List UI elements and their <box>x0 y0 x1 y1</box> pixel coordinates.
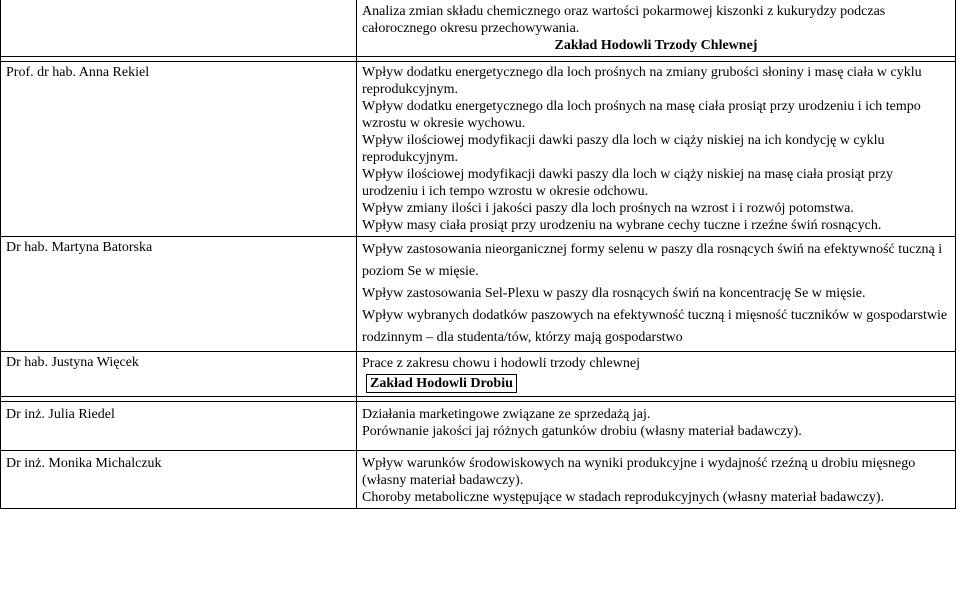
supervisor-name: Dr hab. Justyna Więcek <box>1 352 357 397</box>
topic: Wpływ zastosowania Sel-Plexu w paszy dla rosnących świń na koncentrację Se w mięsie. <box>362 286 866 301</box>
topics-cell <box>357 62 956 237</box>
topics-cell <box>357 0 956 57</box>
topics-cell <box>357 451 956 509</box>
topic: Wpływ dodatku energetycznego dla loch prośnych na zmiany grubości słoniny i masę ciała w cyklu reprodukcyjnym. <box>362 65 922 97</box>
topic: Wpływ zmiany ilości i jakości paszy dla loch prośnych na wzrost i i rozwój potomstwa. <box>362 201 854 216</box>
topic: Wpływ dodatku energetycznego dla loch prośnych na masę ciała prosiąt przy urodzeniu i ich tempo wzrostu w okresie wychowu. <box>362 99 921 131</box>
table-row <box>1 62 956 237</box>
topic: Prace z zakresu chowu i hodowli trzody chlewnej <box>362 356 640 371</box>
supervisor-name: Dr inż. Julia Riedel <box>1 402 357 451</box>
table-row <box>1 402 956 451</box>
topic: Analiza zmian składu chemicznego oraz wartości pokarmowej kiszonki z kukurydzy podczas całorocznego okresu przechowywania. <box>362 4 886 36</box>
topic: Choroby metaboliczne występujące w stadach reprodukcyjnych (własny materiał badawczy). <box>362 490 885 505</box>
topic: Wpływ ilościowej modyfikacji dawki paszy dla loch w ciąży niskiej na ich kondycję w cyklu reprodukcyjnym. <box>362 133 885 165</box>
topic: Wpływ ilościowej modyfikacji dawki paszy dla loch w ciąży niskiej na masę ciała prosiąt przy urodzeniu i ich tempo wzrostu w okresie odchowu. <box>362 167 894 199</box>
topics-cell <box>357 237 956 352</box>
topics-cell <box>357 402 956 451</box>
table-row <box>1 352 956 397</box>
topics-cell <box>357 352 956 397</box>
department-heading: Zakład Hodowli Trzody Chlewnej <box>554 38 758 53</box>
department-heading: Zakład Hodowli Drobiu <box>366 374 517 393</box>
table-row <box>1 0 956 57</box>
topic: Wpływ warunków środowiskowych na wyniki produkcyjne i wydajność rzeźną u drobiu mięsnego (własny materiał badawczy). <box>362 456 916 488</box>
supervisor-cell <box>1 0 357 57</box>
topic: Wpływ zastosowania nieorganicznej formy selenu w paszy dla rosnących świń na efektywność tuczną i poziom Se w mięsie. <box>362 242 943 279</box>
topic: Wpływ masy ciała prosiąt przy urodzeniu na wybrane cechy tuczne i rzeźne świń rosnących. <box>362 218 882 233</box>
topic: Wpływ wybranych dodatków paszowych na efektywność tuczną i mięsność tuczników w gospodarstwie rodzinnym – dla studenta/tów, którzy mają gospodarstwo <box>362 308 948 345</box>
supervisor-name: Dr hab. Martyna Batorska <box>1 237 357 352</box>
supervisor-name: Dr inż. Monika Michalczuk <box>1 451 357 509</box>
topic: Działania marketingowe związane ze sprzedażą jaj. <box>362 407 651 422</box>
topic: Porównanie jakości jaj różnych gatunków drobiu (własny materiał badawczy). <box>362 424 802 439</box>
table-row <box>1 451 956 509</box>
supervisor-name: Prof. dr hab. Anna Rekiel <box>1 62 357 237</box>
table-row <box>1 237 956 352</box>
